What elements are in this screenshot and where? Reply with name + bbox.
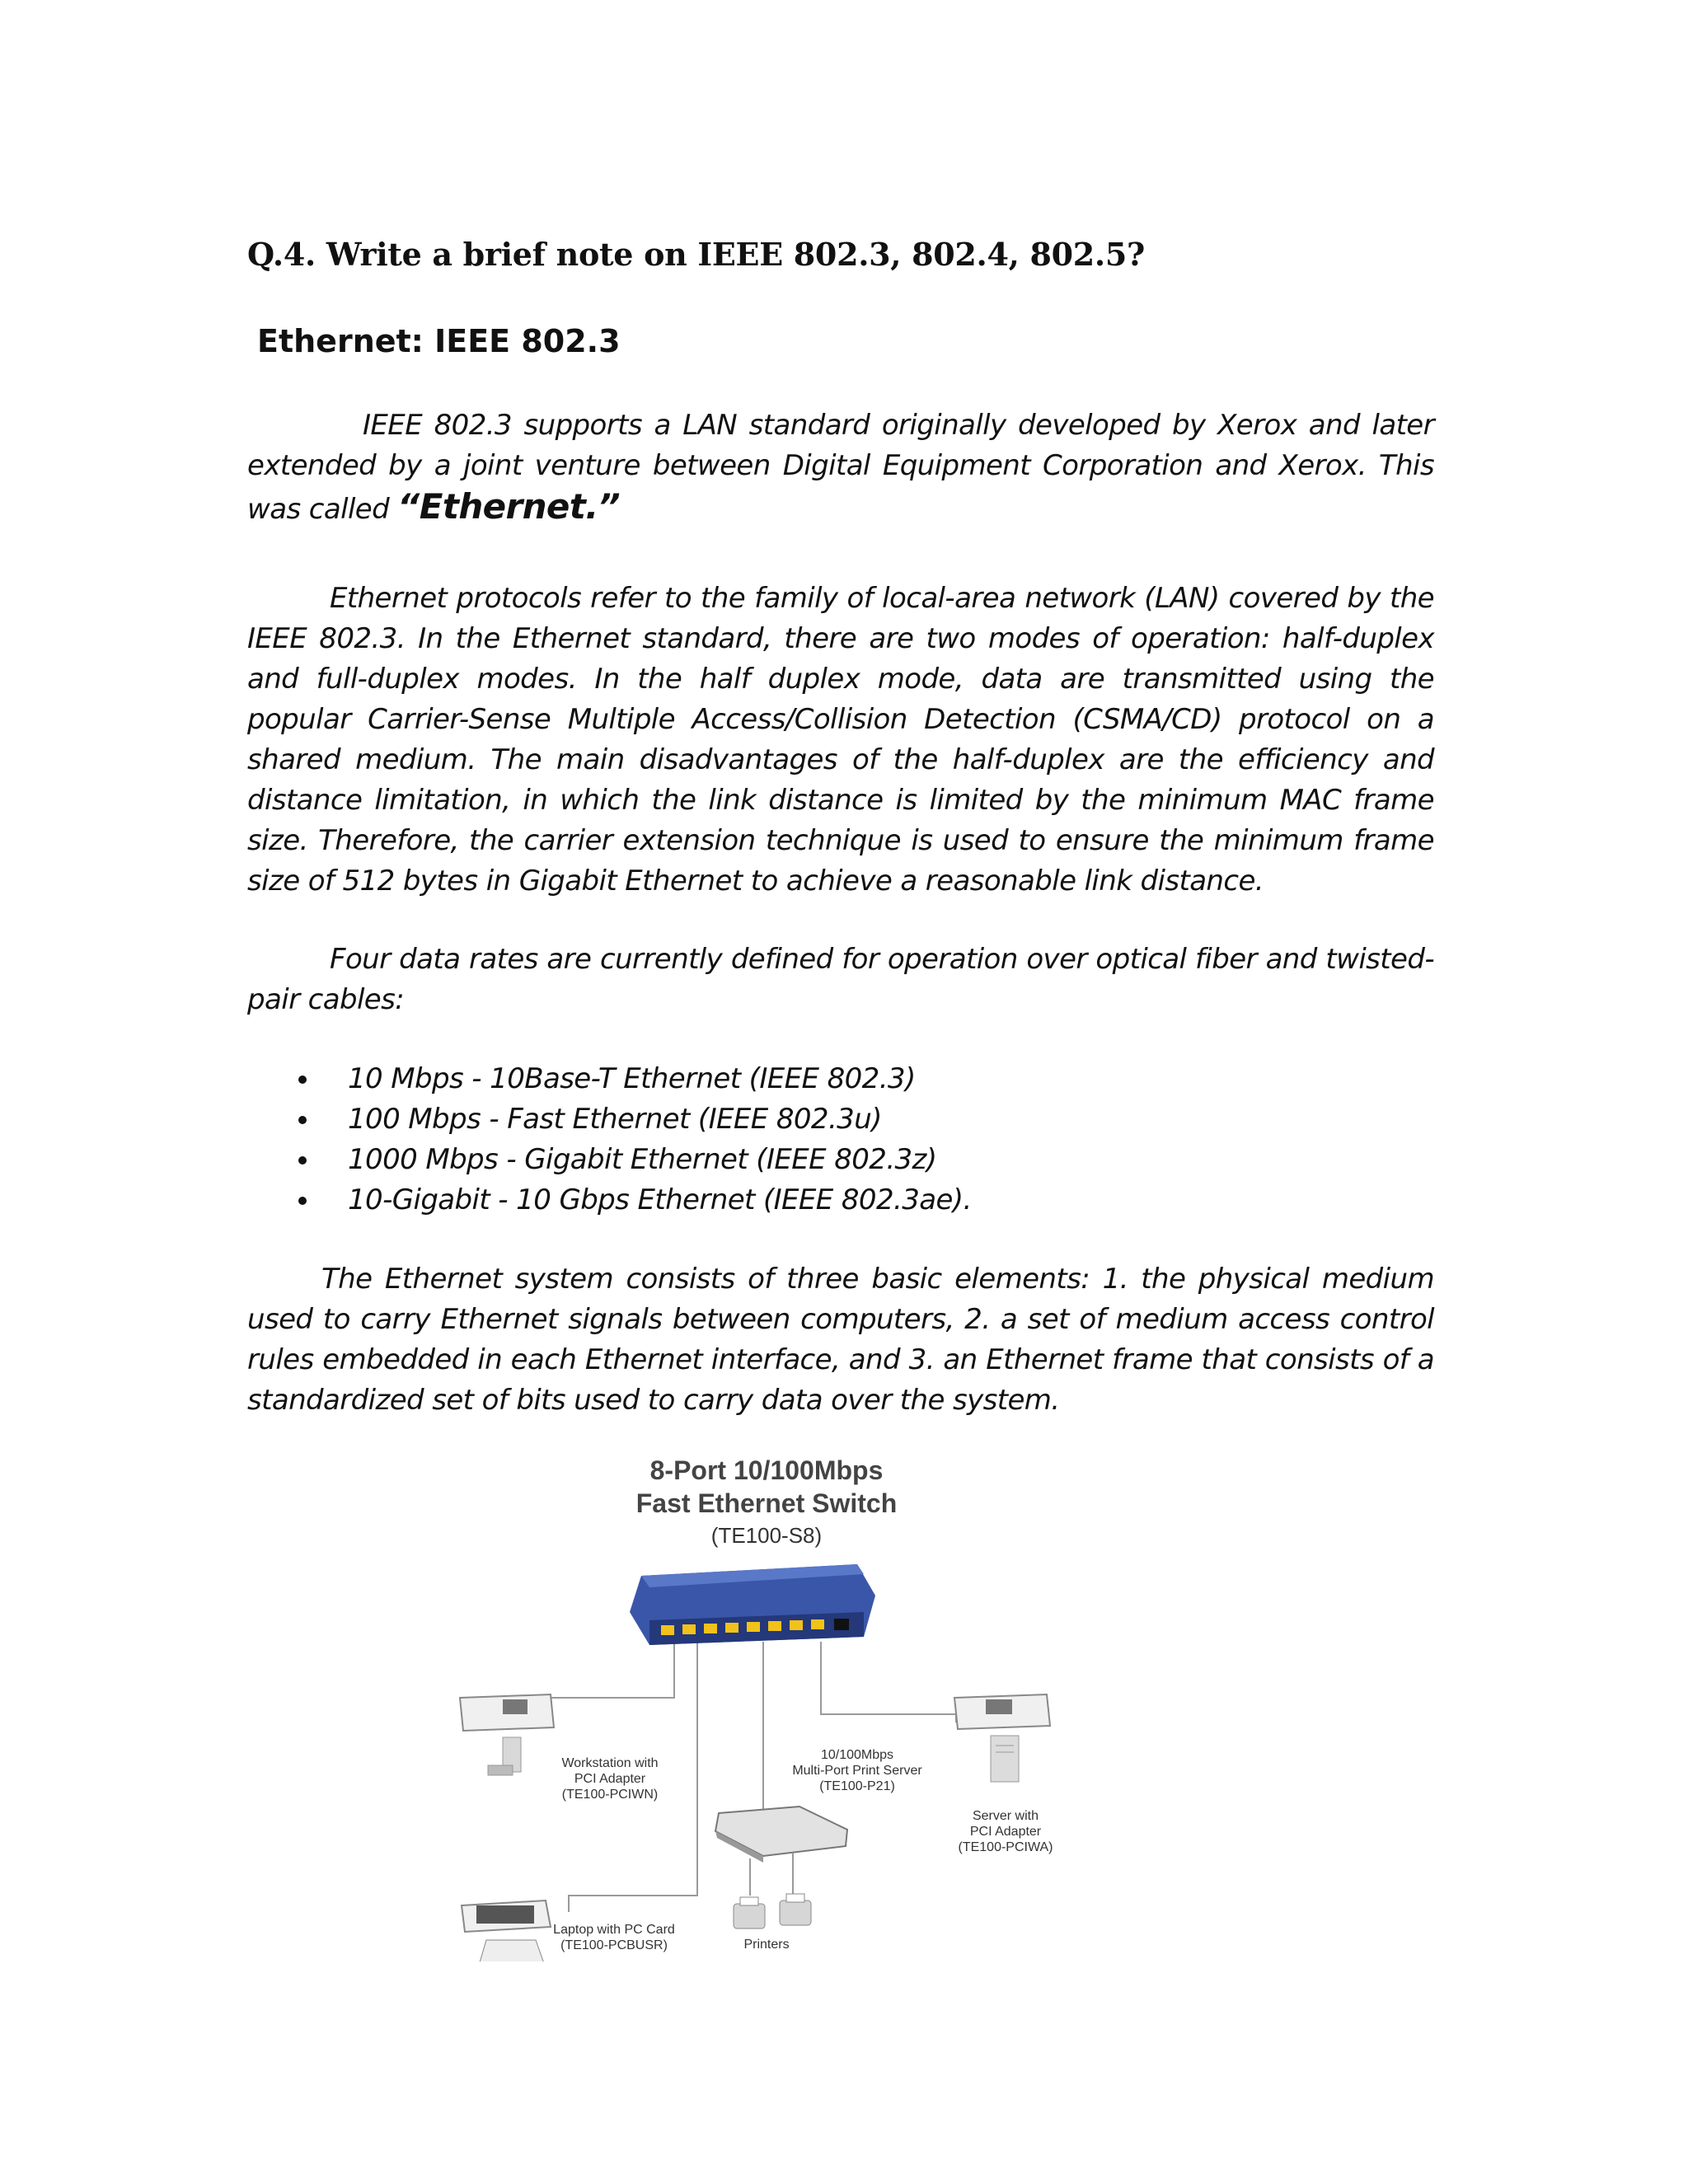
workstation-label: Workstation with PCI Adapter (TE100-PCIWN) <box>561 1756 659 1802</box>
bullet-icon <box>298 1116 307 1124</box>
ethernet-emphasis: “Ethernet.” <box>397 486 621 527</box>
laptop-label: Laptop with PC Card (TE100-PCBUSR) <box>553 1923 675 1952</box>
question-heading: Q.4. Write a brief note on IEEE 802.3, 802.4, 802.5? <box>247 236 1145 273</box>
intro-paragraph <box>247 405 1434 530</box>
bullet-icon <box>298 1156 307 1165</box>
protocols-paragraph: Ethernet protocols refer to the family of local-area network (LAN) covered by the IEEE 802.3. In the Ethernet standard, there are two modes of operation: half-duplex and full-duplex modes. In the half duplex mode, data are transmitted using the popular Carrier-Sense Multiple Access/Collision Detection (CSMA/CD) protocol on a shared medium. The main disadvantages of the half-duplex are the efficiency and distance limitation, in which the link distance is limited by the minimum MAC frame size. Therefore, the carrier extension technique is used to ensure the minimum frame size of 512 bytes in Gigabit Ethernet to achieve a reasonable link distance. <box>247 582 1434 898</box>
intro-text: IEEE 802.3 supports a LAN standard originally developed by Xerox and later extended by a joint venture between Digital Equipment Corporation and Xerox. This was called <box>247 409 1434 526</box>
print-server-label: 10/100Mbps Multi-Port Print Server (TE100-P21) <box>792 1748 922 1793</box>
switch-icon <box>630 1564 875 1645</box>
figure-title-line1: 8-Port 10/100Mbps <box>649 1455 884 1485</box>
list-item: 100 Mbps - Fast Ethernet (IEEE 802.3u) <box>247 1099 1401 1140</box>
figure-title-line2: Fast Ethernet Switch <box>635 1488 898 1518</box>
data-rates-intro: Four data rates are currently defined for operation over optical fiber and twisted-pair cables: <box>247 943 1434 1016</box>
data-rates-list <box>247 1059 1401 1221</box>
list-item: 10-Gigabit - 10 Gbps Ethernet (IEEE 802.3ae). <box>247 1180 1401 1221</box>
list-item: 10 Mbps - 10Base-T Ethernet (IEEE 802.3) <box>247 1059 1401 1099</box>
system-elements-paragraph: The Ethernet system consists of three basic elements: 1. the physical medium used to carry Ethernet signals between computers, 2. a set of medium access control rules embedded in each Ethernet interface, and 3. an Ethernet frame that consists of a standardized set of bits used to carry data over the system. <box>247 1263 1434 1417</box>
network-diagram-graphic <box>453 1451 1080 1961</box>
bullet-icon <box>298 1197 307 1205</box>
server-icon <box>954 1694 1050 1782</box>
bullet-icon <box>298 1076 307 1084</box>
printer-icon <box>734 1894 811 1929</box>
section-title: Ethernet: IEEE 802.3 <box>257 323 621 359</box>
printers-label: Printers <box>743 1938 790 1952</box>
list-item: 1000 Mbps - Gigabit Ethernet (IEEE 802.3z) <box>247 1140 1401 1180</box>
server-label: Server with PCI Adapter (TE100-PCIWA) <box>958 1809 1053 1854</box>
print-server-icon <box>715 1807 847 1896</box>
switch-network-diagram <box>453 1451 1080 1961</box>
figure-model: (TE100-S8) <box>710 1523 823 1548</box>
